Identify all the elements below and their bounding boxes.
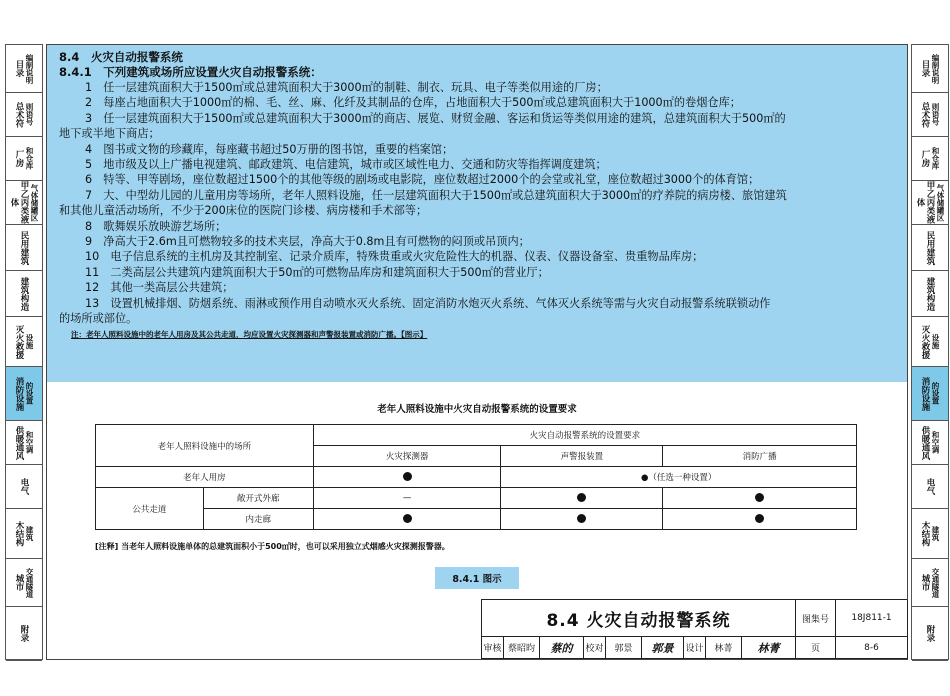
clause-item: 6 特等、甲等剧场，座位数超过1500个的其他等级的剧场或电影院，座位数超过2000个的会堂或礼堂，座位数超过3000个的体育馆； <box>85 173 760 187</box>
side-tab[interactable] <box>912 465 948 509</box>
clause-item: 8 歌舞娱乐放映游艺场所； <box>85 219 227 233</box>
check-label: 校对 <box>584 637 606 659</box>
side-tab[interactable] <box>6 137 42 181</box>
side-tab[interactable] <box>912 509 948 559</box>
requirements-table <box>95 424 857 530</box>
side-tab[interactable] <box>912 137 948 181</box>
required-dot <box>403 472 412 481</box>
reviewer-name: 蔡昭昀 <box>504 637 540 659</box>
side-tab-label: 电气 <box>19 478 29 495</box>
clause-item: 5 地市级及以上广播电视建筑、邮政建筑、电信建筑，城市或区域性电力、交通和防灾等指挥调度建筑； <box>85 158 607 172</box>
side-tab-sublabel: 建筑 <box>25 526 34 541</box>
row-inner-corridor-detector <box>313 509 501 530</box>
drawing-frame <box>46 44 908 660</box>
side-tab-label: 附录 <box>19 625 29 642</box>
required-dot <box>755 493 764 502</box>
side-tab-sublabel: 设施 <box>931 334 940 349</box>
side-tab[interactable] <box>912 559 948 607</box>
side-tab[interactable] <box>6 45 42 93</box>
side-tab[interactable] <box>6 93 42 137</box>
row-open-gallery-sound <box>501 488 663 509</box>
side-tab-sublabel: 的设置 <box>931 382 940 405</box>
side-tab-label: 木结构 <box>14 520 24 547</box>
row-open-gallery-broadcast <box>663 488 857 509</box>
side-tab-label: 甲乙丙类液体 <box>9 181 29 224</box>
required-dot <box>577 514 586 523</box>
side-tab[interactable] <box>6 607 42 661</box>
review-label: 审核 <box>482 637 504 659</box>
side-tab[interactable] <box>912 607 948 661</box>
side-tab[interactable] <box>912 367 948 421</box>
side-tab[interactable] <box>6 465 42 509</box>
left-tab-strip <box>5 44 43 660</box>
header-sound: 声警报装置 <box>501 446 663 467</box>
side-tab-label: 消防设施 <box>14 376 24 411</box>
clause-item: 2 每座占地面积大于1000㎡的棉、毛、丝、麻、化纤及其制品的仓库，占地面积大于500㎡或总建筑面积大于1000㎡的卷烟仓库； <box>85 96 741 110</box>
right-tab-strip <box>911 44 949 660</box>
side-tab-label: 附录 <box>925 625 935 642</box>
required-dot <box>577 493 586 502</box>
side-tab-label: 灭火救援 <box>14 324 24 359</box>
row-inner-corridor-label: 内走廊 <box>203 509 313 530</box>
side-tab-label: 城市 <box>920 574 930 591</box>
header-group: 火灾自动报警系统的设置要求 <box>313 425 856 446</box>
side-tab-sublabel: 的设置 <box>25 382 34 405</box>
side-tab[interactable] <box>912 225 948 271</box>
title-block-title: 8.4 火灾自动报警系统 <box>482 600 796 637</box>
side-tab-label: 供暖通风 <box>14 425 24 460</box>
side-tab[interactable] <box>6 421 42 465</box>
side-tab-sublabel: 气体储罐区 <box>936 183 945 222</box>
header-place: 老年人照料设施中的场所 <box>96 425 314 467</box>
clause-item: 1 任一层建筑面积大于1500㎡或总建筑面积大于3000㎡的制鞋、制衣、玩具、电子等类似用途的厂房； <box>85 81 608 94</box>
clause-item-continuation: 和其他儿童活动场所，不少于200床位的医院门诊楼、病房楼和手术部等； <box>59 204 428 218</box>
clause-item: 3 任一层建筑面积大于1500㎡或总建筑面积大于3000㎡的商店、展览、财贸金融、客运和货运等类似用途的建筑，总建筑面积大于500㎡的 <box>85 111 786 125</box>
row-open-gallery-detector: — <box>313 488 501 509</box>
reviewer-signature: 蔡的 <box>540 637 584 659</box>
row-open-gallery-label: 敞开式外廊 <box>203 488 313 509</box>
clause-item: 11 二类高层公共建筑内建筑面积大于50㎡的可燃物品库房和建筑面积大于500㎡的营业厅； <box>85 265 549 279</box>
page-number: 8-6 <box>836 637 908 659</box>
side-tab[interactable] <box>6 509 42 559</box>
side-tab-sublabel: 交通隧道 <box>931 567 940 598</box>
table-footnote: [注释] 当老年人照料设施单体的总建筑面积小于500㎡时，也可以采用独立式烟感火灾探测报警器。 <box>95 542 450 551</box>
side-tab-label: 建筑构造 <box>925 276 935 311</box>
row-inner-corridor-broadcast <box>663 509 857 530</box>
side-tab-label: 木结构 <box>920 520 930 547</box>
side-tab-sublabel: 建筑 <box>931 526 940 541</box>
atlas-label: 图集号 <box>796 600 836 637</box>
clause-item: 9 净高大于2.6m且可燃物较多的技术夹层，净高大于0.8m且有可燃物的闷顶或吊顶内； <box>85 235 530 249</box>
table-title: 老年人照料设施中火灾自动报警系统的设置要求 <box>377 404 577 415</box>
header-broadcast: 消防广播 <box>663 446 857 467</box>
side-tab-sublabel: 编制说明 <box>931 53 940 84</box>
side-tab-sublabel: 和空调 <box>931 431 940 454</box>
clause-items <box>59 80 897 327</box>
side-tab[interactable] <box>912 421 948 465</box>
checker-signature: 郭景 <box>642 637 684 659</box>
row-elderly-room-detector <box>313 467 501 488</box>
side-tab-label: 总术符 <box>920 101 930 128</box>
side-tab-label: 电气 <box>925 478 935 495</box>
side-tab-sublabel: 和仓库 <box>25 147 34 170</box>
side-tab-label: 建筑构造 <box>19 276 29 311</box>
side-tab-label: 城市 <box>14 574 24 591</box>
checker-name: 郭景 <box>606 637 642 659</box>
atlas-number: 18J811-1 <box>836 600 908 637</box>
side-tab-label: 民用建筑 <box>19 230 29 265</box>
clause-item-continuation: 的场所或部位。 <box>59 312 138 326</box>
clause-item: 4 图书或文物的珍藏库，每座藏书超过50万册的图书馆，重要的档案馆； <box>85 142 454 156</box>
side-tab[interactable] <box>912 181 948 225</box>
required-dot <box>403 514 412 523</box>
clause-item: 10 电子信息系统的主机房及其控制室、记录介质库，特殊贵重或火灾危险性大的机器、仪表、仪器设备室、贵重物品库房； <box>85 250 704 264</box>
side-tab[interactable] <box>6 271 42 317</box>
side-tab[interactable] <box>6 181 42 225</box>
side-tab-label: 厂房 <box>14 150 24 167</box>
designer-name: 林菁 <box>706 637 742 659</box>
side-tab[interactable] <box>6 367 42 421</box>
side-tab-label: 供暖通风 <box>920 425 930 460</box>
side-tab-sublabel: 则语号 <box>931 103 940 126</box>
side-tab[interactable] <box>6 225 42 271</box>
side-tab-sublabel: 设施 <box>25 334 34 349</box>
side-tab-sublabel: 和仓库 <box>931 147 940 170</box>
side-tab-label: 总术符 <box>14 101 24 128</box>
side-tab-sublabel: 和空调 <box>25 431 34 454</box>
side-tab-label: 目录 <box>14 60 24 77</box>
side-tab-sublabel: 则语号 <box>25 103 34 126</box>
row-inner-corridor-sound <box>501 509 663 530</box>
side-tab[interactable] <box>912 45 948 93</box>
side-tab[interactable] <box>6 559 42 607</box>
header-detector: 火灾探测器 <box>313 446 501 467</box>
design-label: 设计 <box>684 637 706 659</box>
side-tab-label: 灭火救援 <box>920 324 930 359</box>
side-tab[interactable] <box>6 317 42 367</box>
section-heading: 8.4 火灾自动报警系统 <box>59 50 183 64</box>
page-label: 页 <box>796 637 836 659</box>
clause-item: 7 大、中型幼儿园的儿童用房等场所，老年人照料设施，任一层建筑面积大于1500㎡或总建筑面积大于3000㎡的疗养院的病房楼、旅馆建筑 <box>85 188 787 202</box>
clause-intro: 8.4.1 下列建筑或场所应设置火灾自动报警系统： <box>59 65 322 79</box>
clause-item: 13 设置机械排烟、防烟系统、雨淋或预作用自动喷水灭火系统、固定消防水炮灭火系统、气体灭火系统等需与火灾自动报警系统联锁动作 <box>85 296 771 310</box>
side-tab-sublabel: 气体储罐区 <box>30 183 39 222</box>
side-tab[interactable] <box>912 317 948 367</box>
side-tab-label: 甲乙丙类液体 <box>915 181 935 224</box>
side-tab-label: 民用建筑 <box>925 230 935 265</box>
title-block <box>481 599 907 659</box>
figure-label-badge: 8.4.1 图示 <box>435 567 519 589</box>
clause-item: 12 其他一类高层公共建筑； <box>85 281 234 295</box>
required-dot <box>755 514 764 523</box>
side-tab-label: 目录 <box>920 60 930 77</box>
clause-item-continuation: 地下或半地下商店； <box>59 127 160 141</box>
row-elderly-room-alarm: ●（任选一种设置） <box>501 467 857 488</box>
designer-signature: 林菁 <box>742 637 796 659</box>
side-tab-sublabel: 编制说明 <box>25 53 34 84</box>
side-tab-label: 厂房 <box>920 150 930 167</box>
side-tab-sublabel: 交通隧道 <box>25 567 34 598</box>
clause-panel <box>47 45 907 382</box>
side-tab[interactable] <box>912 93 948 137</box>
side-tab-label: 消防设施 <box>920 376 930 411</box>
side-tab[interactable] <box>912 271 948 317</box>
clause-note: 注：老年人照料设施中的老年人用房及其公共走道，均应设置火灾探测器和声警报装置或消防广播。【图示】 <box>71 329 428 339</box>
row-corridor-group-label: 公共走道 <box>96 488 204 530</box>
row-elderly-room-label: 老年人用房 <box>96 467 314 488</box>
